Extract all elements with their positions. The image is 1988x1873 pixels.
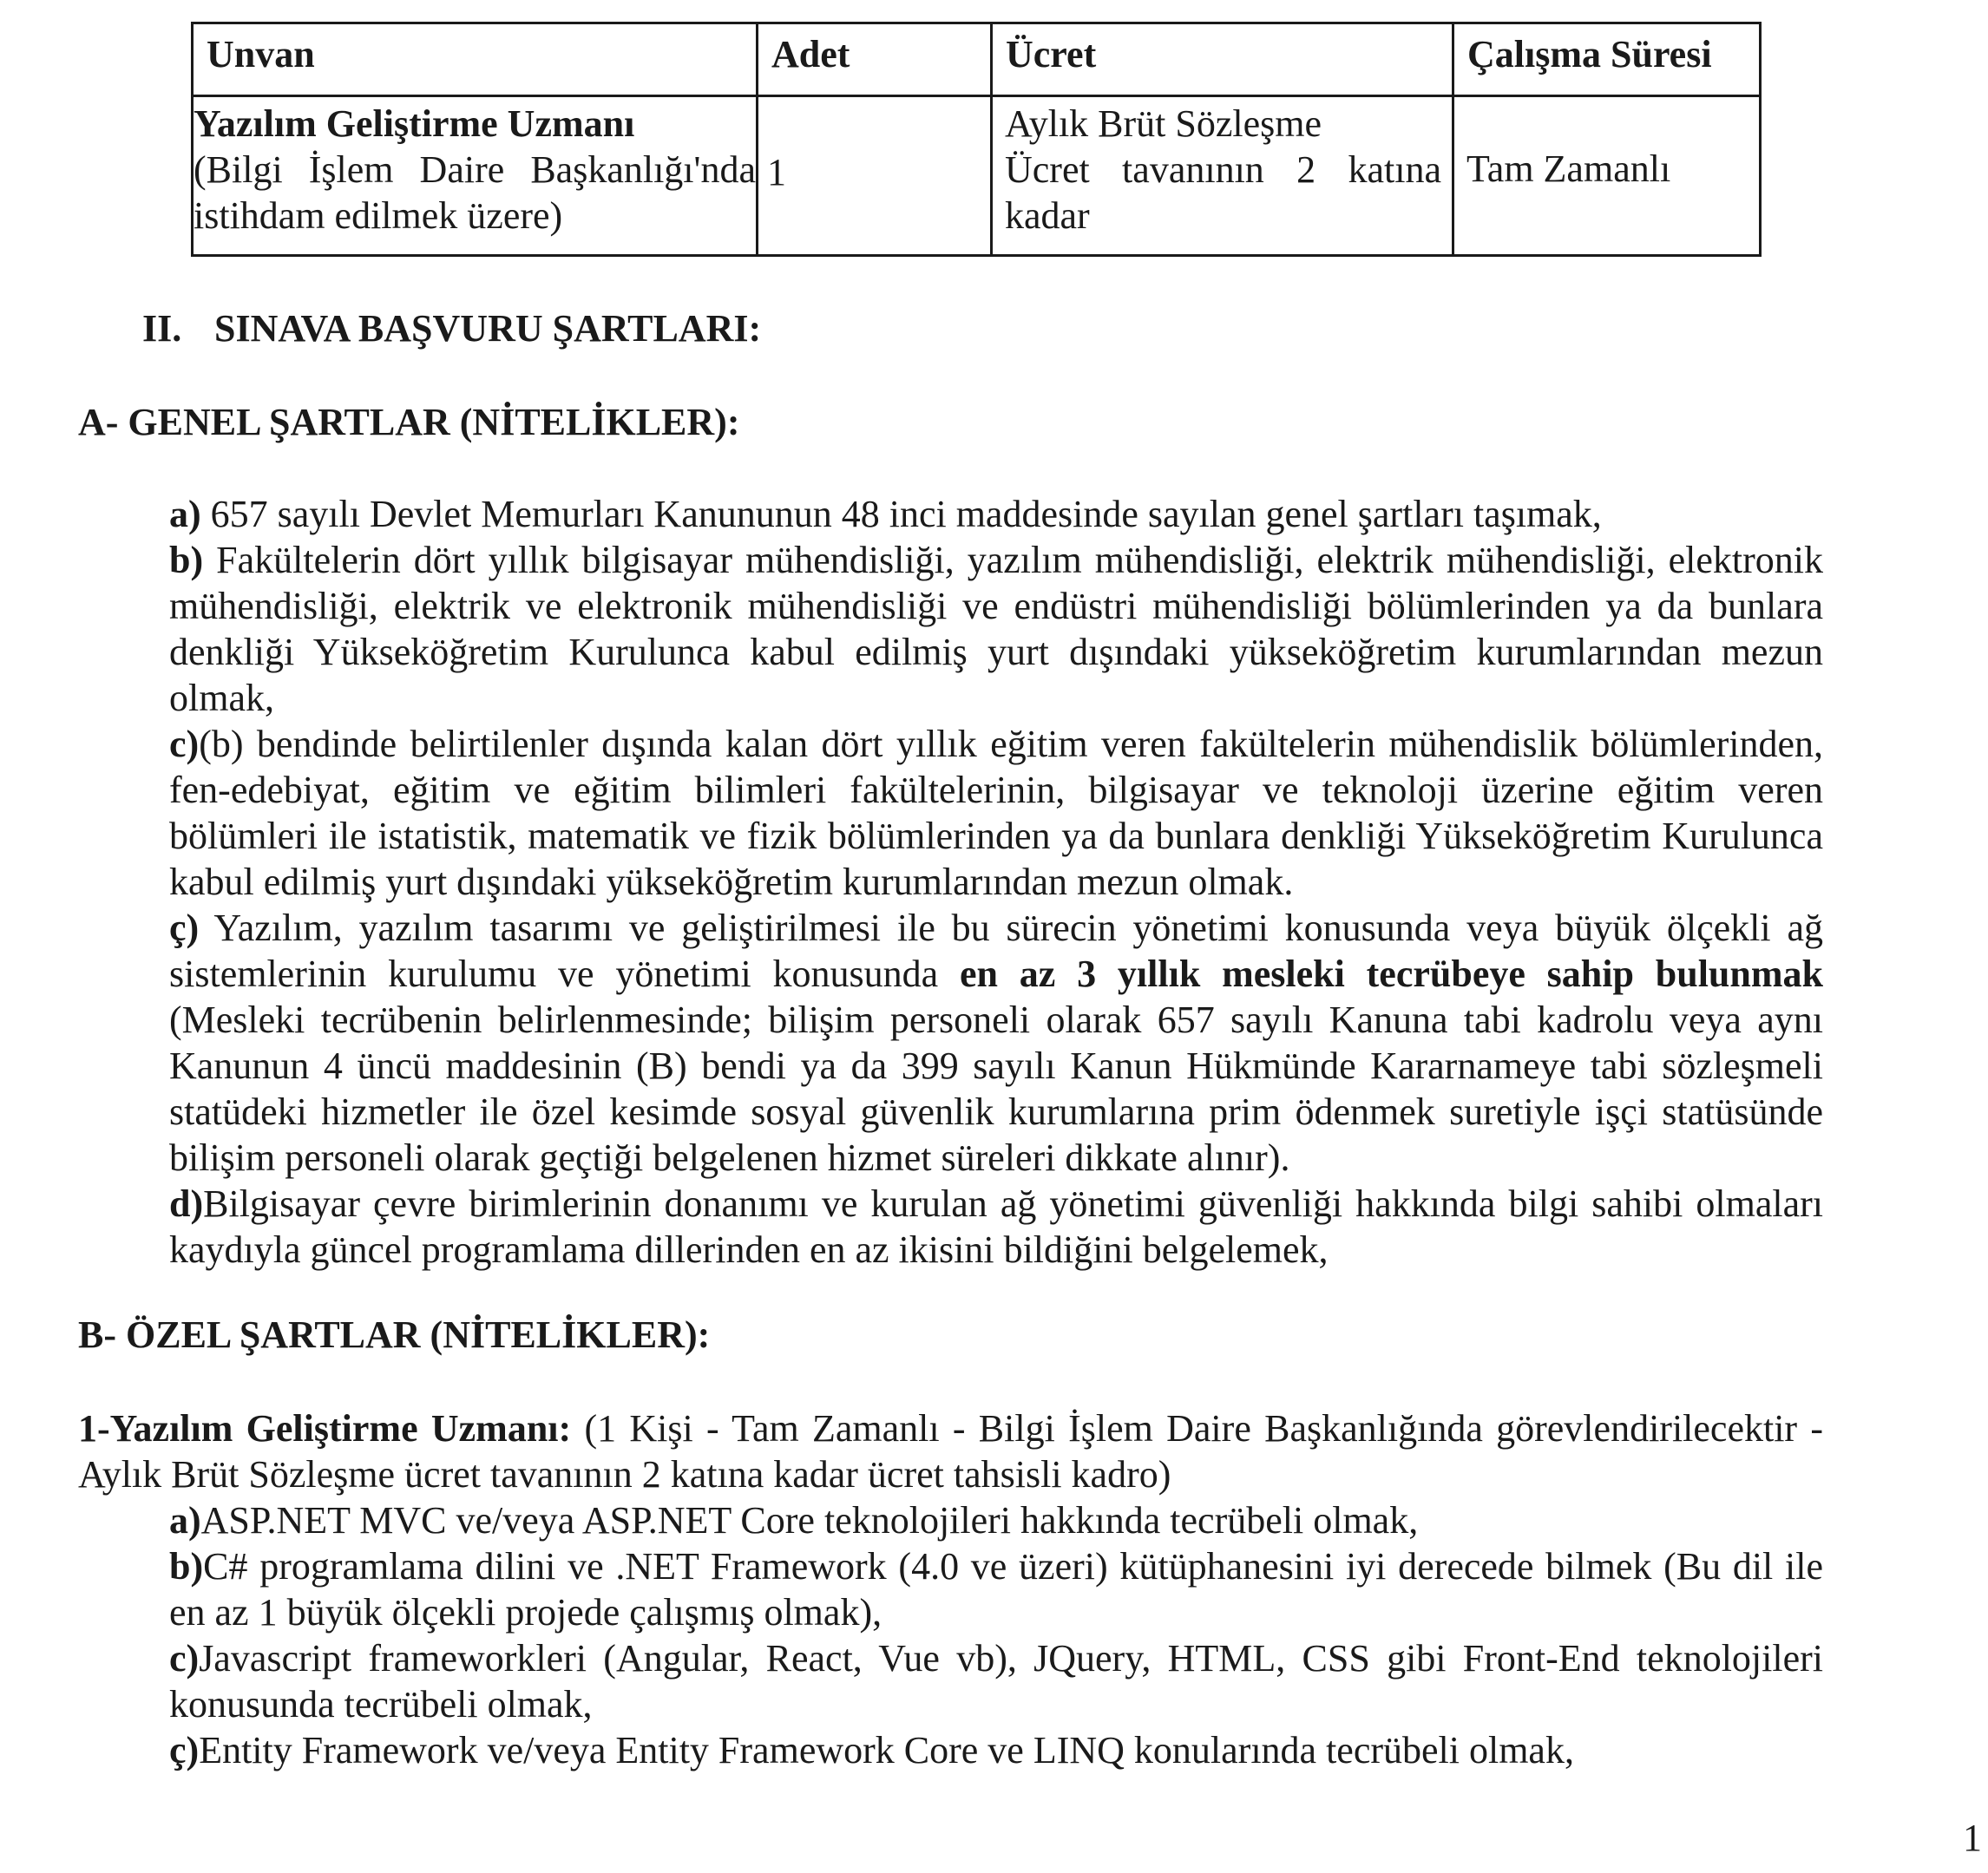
list-item [169, 1543, 1823, 1635]
table-row [193, 96, 1761, 256]
ozel-heading: B- ÖZEL ŞARTLAR (NİTELİKLER): [78, 1313, 711, 1356]
item-label: a) [169, 1499, 201, 1542]
item-emphasis: en az 3 yıllık mesleki tecrübeye sahip bulunmak [960, 953, 1823, 995]
header-adet: Adet [758, 23, 992, 96]
item-label: c) [169, 723, 200, 765]
unvan-title: Yazılım Geliştirme Uzmanı [194, 102, 635, 145]
genel-heading: A- GENEL ŞARTLAR (NİTELİKLER): [78, 401, 740, 443]
list-item [169, 537, 1823, 721]
cell-unvan [193, 96, 758, 256]
item-label: ç) [169, 1729, 200, 1771]
cell-adet: 1 [758, 96, 992, 256]
position-table [191, 22, 1762, 257]
item-label: a) [169, 493, 201, 535]
table-header-row [193, 23, 1761, 96]
list-item [169, 1181, 1823, 1273]
item-text: (b) bendinde belirtilenler dışında kalan dört yıllık eğitim veren fakültelerin mühendislik bölümlerinden, fen-edebiyat, eğitim ve eğitim bilimleri fakültelerinin, bilgisayar ve teknoloji üzerine eğitim veren bölümleri ile istatistik, matematik ve fizik bölümlerinden ya da bunlara denkliği Yükseköğretim Kurulunca kabul edilmiş yurt dışındaki yükseköğretim kurumlarından mezun olmak. [169, 723, 1823, 903]
genel-items [169, 491, 1823, 1273]
cell-ucret [992, 96, 1453, 256]
item-label: b) [169, 1545, 204, 1588]
ozel-intro-paragraph [78, 1405, 1823, 1497]
item-text: 657 sayılı Devlet Memurları Kanununun 48 inci maddesinde sayılan genel şartları taşımak, [200, 493, 1602, 535]
ozel-intro [78, 1405, 1823, 1497]
item-text: C# programlama dilini ve .NET Framework (4.0 ve üzeri) kütüphanesini iyi derecede bilmek (Bu dil ile en az 1 büyük ölçekli projede çalışmış olmak), [169, 1545, 1823, 1634]
ozel-intro-label: 1-Yazılım Geliştirme Uzmanı: [78, 1407, 572, 1450]
ozel-items [169, 1497, 1823, 1773]
header-calisma-suresi: Çalışma Süresi [1453, 23, 1761, 96]
list-item [169, 1497, 1823, 1543]
item-text: Javascript frameworkleri (Angular, React, Vue vb), JQuery, HTML, CSS gibi Front-End teknolojileri konusunda tecrübeli olmak, [169, 1637, 1823, 1726]
list-item [169, 721, 1823, 905]
unvan-line-1: (Bilgi İşlem Daire Başkanlığı'nda [194, 148, 756, 191]
item-text: Entity Framework ve/veya Entity Framework Core ve LINQ konularında tecrübeli olmak, [199, 1729, 1574, 1771]
item-text: Yazılım, yazılım tasarımı ve geliştirilmesi ile bu sürecin yönetimi konusunda veya büyük ölçekli ağ sistemlerinin kurulumu ve yönetimi konusunda [169, 907, 1823, 995]
cell-calisma-suresi: Tam Zamanlı [1453, 96, 1761, 256]
item-label: ç) [169, 907, 200, 949]
item-label: b) [169, 539, 204, 581]
list-item [169, 1727, 1823, 1773]
unvan-line-2: istihdam edilmek üzere) [194, 194, 563, 237]
section-title: SINAVA BAŞVURU ŞARTLARI: [214, 307, 762, 350]
item-label: c) [169, 1637, 200, 1680]
list-item [169, 905, 1823, 1181]
item-text-continued: (Mesleki tecrübenin belirlenmesinde; bilişim personeli olarak 657 sayılı Kanuna tabi kadrolu veya aynı Kanunun 4 üncü maddesinin (B) bendi ya da 399 sayılı Kanun Hükmünde Kararnameye tabi sözleşmeli statüdeki hizmetler ile özel kesimde sosyal güvenlik kurumlarına prim ödenmek suretiyle işçi statüsünde bilişim personeli olarak geçtiği belgelenen hizmet süreleri dikkate alınır). [169, 999, 1823, 1179]
section-number: II. [142, 307, 182, 350]
list-item [169, 491, 1823, 537]
ucret-line-3: kadar [1005, 194, 1090, 237]
ozel-intro-text: (1 Kişi - Tam Zamanlı - Bilgi İşlem Daire Başkanlığında görevlendirilecektir - Aylık Brüt Sözleşme ücret tavanının 2 katına kadar ücret tahsisli kadro) [78, 1407, 1824, 1496]
page-number: 1 [1963, 1817, 1982, 1859]
list-item [169, 1635, 1823, 1727]
header-ucret: Ücret [992, 23, 1453, 96]
header-unvan: Unvan [193, 23, 758, 96]
item-text: Bilgisayar çevre birimlerinin donanımı ve kurulan ağ yönetimi güvenliği hakkında bilgi sahibi olmaları kaydıyla güncel programlama dillerinden en az ikisini bildiğini belgelemek, [169, 1182, 1823, 1271]
item-text: Fakültelerin dört yıllık bilgisayar mühendisliği, yazılım mühendisliği, elektrik mühendisliği, elektronik mühendisliği, elektrik ve elektronik mühendisliği ve endüstri mühendisliği bölümlerinden ya da bunlara denkliği Yükseköğretim Kurulunca kabul edilmiş yurt dışındaki yükseköğretim kurumlarından mezun olmak, [169, 539, 1823, 719]
ucret-line-1: Aylık Brüt Sözleşme [1005, 102, 1322, 145]
item-label: d) [169, 1182, 204, 1225]
section-heading [142, 305, 761, 351]
item-text: ASP.NET MVC ve/veya ASP.NET Core teknolojileri hakkında tecrübeli olmak, [200, 1499, 1419, 1542]
ucret-line-2: Ücret tavanının 2 katına [1005, 148, 1441, 191]
